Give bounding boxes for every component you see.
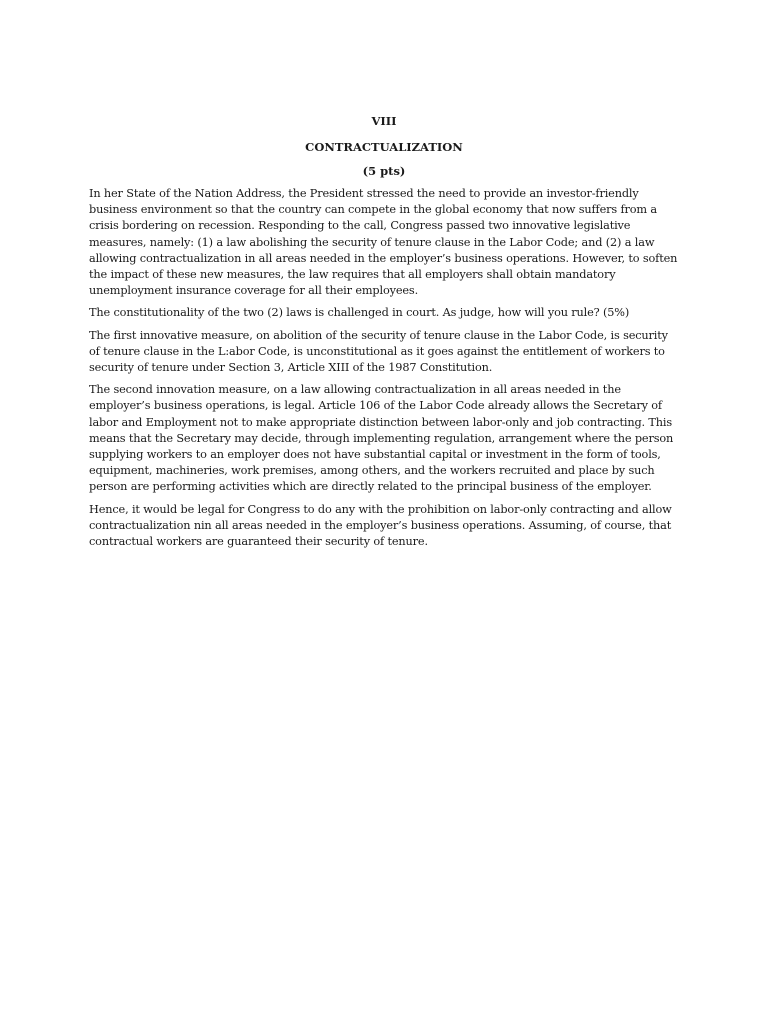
paragraph-conclusion: Hence, it would be legal for Congress to do any with the prohibition on labor-only contracting and allow contractualization nin all areas needed in the employer’s business operations. Assuming, of course, that contractual workers are guaranteed their security of tenure. xyxy=(89,502,672,549)
question-title: CONTRACTUALIZATION xyxy=(305,140,463,154)
paragraph-answer-second-measure: The second innovation measure, on a law allowing contractualization in all areas needed in the employer’s business operations, is legal. Article 106 of the Labor Code already allows the Secretary of labor and Employment not to make appropriate distinction between labor-only and job contracting. This means that the Secretary may decide, through implementing regulation, arrangement where the person supplying workers to an employer does not have substantial capital or investment in the form of tools, equipment, machineries, work premises, among others, and the workers recruited and place by such person are performing activities which are directly related to the principal business of the employer. xyxy=(89,383,674,494)
question-number: VIII xyxy=(371,114,397,128)
document-page xyxy=(89,114,679,556)
paragraph-facts: In her State of the Nation Address, the President stressed the need to provide an investor-friendly business environment so that the country can compete in the global economy that now suffers from a crisis bordering on recession. Responding to the call, Congress passed two innovative legislative measures, namely: (1) a law abolishing the security of tenure clause in the Labor Code; and (2) a law allowing contractualization in all areas needed in the employer’s business operations. However, to soften the impact of these new measures, the law requires that all employers shall obtain mandatory unemployment insurance coverage for all their employees. xyxy=(89,187,678,298)
question-points: (5 pts) xyxy=(362,164,406,178)
paragraph-answer-first-measure: The first innovative measure, on abolition of the security of tenure clause in the Labor Code, is security of tenure clause in the L:abor Code, is unconstitutional as it goes against the entitlement of workers to security of tenure under Section 3, Article XIII of the 1987 Constitution. xyxy=(89,328,668,375)
paragraph-question: The constitutionality of the two (2) laws is challenged in court. As judge, how will you rule? (5%) xyxy=(89,306,630,320)
